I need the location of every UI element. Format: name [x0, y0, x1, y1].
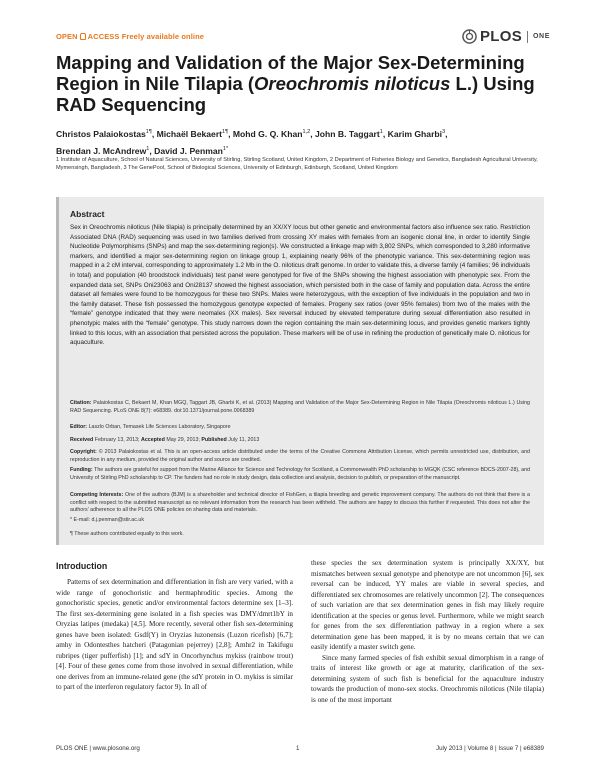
affiliations: 1 Institute of Aquaculture, School of Natural Sciences, University of Stirling, Stirling Scotland, United Kingdom, 2 Department of Fisheries Biology and Genetics, Bangladesh Agricultural University, Mymensingh, Bangladesh, 3 The GenePool, School of Biological Sciences, University of Edinburgh, Edinburgh, Scotland, United Kingdom: [56, 157, 538, 172]
footer-journal: PLOS ONE | www.plosone.org: [56, 745, 140, 752]
citation: [56, 400, 544, 415]
author-name: David J. Penman: [154, 145, 223, 156]
author-affiliation-marker: 1*: [222, 145, 229, 152]
footer-page-number: 1: [296, 745, 300, 752]
author-affiliation-marker: 1¶: [145, 129, 152, 135]
body-paragraph: Since many farmed species of fish exhibit sexual dimorphism in a range of traits of interest like growth or age at maturity, clarification of the sex-determining system of such fish is beneficial for the aquaculture industry towards the production of mono-sex stocks. Oreochromis niloticus (Nile tilapia) is one of the most important: [311, 653, 544, 704]
open-access-text: ACCESS Freely available online: [87, 32, 205, 41]
open-lock-icon: [80, 33, 86, 40]
article-title: [56, 52, 556, 115]
introduction-heading: Introduction: [56, 561, 108, 571]
author-name: Karim Gharbi: [387, 128, 443, 139]
plos-logo-word: PLOS: [479, 28, 523, 45]
open-access-badge: [56, 32, 204, 41]
funding: [56, 467, 544, 482]
author-affiliation-marker: 3: [442, 129, 446, 135]
editor: [56, 424, 544, 432]
logo-divider: [527, 31, 528, 43]
plos-logo-icon: [462, 29, 477, 44]
author-name: Brendan J. McAndrew: [56, 145, 147, 156]
received-date: February 13, 2013;: [94, 437, 140, 443]
page-header: [56, 28, 550, 50]
page-footer: [56, 745, 544, 757]
author-affiliation-marker: 1,2: [302, 129, 311, 135]
received-label: Received: [70, 437, 94, 443]
author-name: Michaël Bekaert: [156, 128, 223, 139]
author-list: [56, 125, 556, 159]
copyright-label: Copyright:: [70, 449, 97, 455]
published-date: July 11, 2013: [228, 437, 260, 443]
editor-label: Editor:: [70, 424, 88, 430]
author-affiliation-marker: 1¶: [222, 129, 229, 135]
body-column-right: [311, 558, 544, 705]
title-part-1: Mapping and Validation of the Major Sex-Determining Region in Nile Tilapia (: [56, 52, 525, 94]
author-name: Mohd G. Q. Khan: [232, 128, 303, 139]
competing-text: One of the authors (BJM) is a shareholder and technical director of FishGen, a tilapia breeding and genetic improvement company. The authors do not think that there is a conflict with respect to the submitted manuscript as no relevant information from the research has been withheld. The authors are happy to discuss this further if requested. This does not alter the authors’ adherence to all the PLOS ONE policies on sharing data and materials.: [70, 492, 530, 513]
email: * E-mail: d.j.penman@stir.ac.uk: [56, 517, 544, 525]
plos-one-logo: [462, 28, 550, 45]
copyright: [56, 449, 544, 464]
copyright-text: © 2013 Palaiokostas et al. This is an open-access article distributed under the terms of the Creative Commons Attribution License, which permits unrestricted use, distribution, and reproduction in any medium, provided the original author and source are credited.: [70, 449, 530, 463]
body-column-left: Patterns of sex determination and differentiation in fish are very varied, with a wide range of gonochoristic and hermaphroditic species. Among the gonochoristic species, genetic and/or environmental factors determine sex [1–3]. The first sex-determining gene isolated in a fish species was DMY/dmrt1bY in Oryzias latipes (medaka) [4,5]. More recently, several other fish sex-determining genes have been isolated: Gsdf(Y) in Oryzias luzonensis (Luzon ricefish) [6,7]; amhy in Odontesthes hatcheri (Patagonian pejerrey) [2,8]; Amhr2 in Takifugu rubripes (tiger pufferfish) [1]; and sdY in Oncorhynchus mykiss (rainbow trout) [4]. Four of these genes come from those involved in sexual differentiation, while one derives from an immune-related gene (the sdY protein in O. mykiss is similar to part of the interferon regulatory factor 9). In all of: [56, 578, 293, 691]
published-label: Published: [201, 437, 227, 443]
author-line: Brendan J. McAndrew$^1$, David J. Penman$^{1*}$: [56, 145, 229, 156]
abstract-heading: Abstract: [70, 209, 105, 219]
title-species-name: Oreochromis niloticus: [254, 73, 451, 94]
author-line: Christos Palaiokostas$^{1\P}$, Michaël Bekaert$^{1\P}$, Mohd G. Q. Khan$^{1,2}$, John B. Taggart$^1$, Karim Gharbi$^3$,: [56, 128, 448, 139]
editor-text: Laszlo Orban, Temasek Life Sciences Laboratory, Singapore: [88, 424, 231, 430]
footer-issue: July 2013 | Volume 8 | Issue 7 | e68389: [435, 745, 544, 752]
open-access-label: OPEN: [56, 32, 78, 41]
competing-interests: [56, 492, 544, 515]
accepted-date: May 29, 2013;: [166, 437, 200, 443]
author-affiliation-marker: 1: [379, 129, 383, 135]
equal-contribution: ¶ These authors contributed equally to this work.: [56, 531, 544, 539]
abstract-box: [56, 197, 544, 394]
title-part-2: L.) Using RAD Sequencing: [56, 73, 535, 115]
body-paragraph: these species the sex determination system is principally XX/XY, but mismatches between sexual genotype and phenotype are not uncommon [6], sex reversal can be induced, YY males are viable in several species, and differentiated sex chromosomes are relatively uncommon [2]. The consequences of such variation are that sex determination genes in fish may likely require identification at the species or genus level. Furthermore, while we might search for genes from the sex differentiation pathway in a region where a sex determination gene has been mapped, it is by no means certain that we can easily identify a master switch gene.: [311, 559, 544, 651]
plos-logo-suffix: ONE: [533, 33, 550, 40]
competing-label: Competing Interests:: [70, 492, 124, 498]
accepted-label: Accepted: [141, 437, 165, 443]
dates: [56, 437, 544, 445]
citation-label: Citation:: [70, 400, 92, 406]
funding-text: The authors are grateful for support from the Marine Alliance for Science and Technology for Scotland, a Commonwealth PhD scholarship to MGQK (CSC reference BDCS-2007-28), and University of Stirling PhD scholarship to CP. The funders had no role in study design, data collection and analysis, decision to publish, or preparation of the manuscript.: [70, 467, 530, 481]
author-name: Christos Palaiokostas: [56, 128, 146, 139]
citation-text: Palaiokostas C, Bekaert M, Khan MGQ, Taggart JB, Gharbi K, et al. (2013) Mapping and Validation of the Major Sex-Determining Region in Nile Tilapia (Oreochromis niloticus L.) Using RAD Sequencing. PLoS ONE 8(7): e68389. doi:10.1371/journal.pone.0068389: [70, 400, 530, 414]
funding-label: Funding:: [70, 467, 93, 473]
abstract-text: Sex in Oreochromis niloticus (Nile tilapia) is principally determined by an XX/XY locus but other genetic and environmental factors also influence sex ratio. Restriction Associated DNA (RAD) sequencing was used in two families derived from crossing XY males with females from an isogenic clonal line, in order to identify Single Nucleotide Polymorphisms (SNPs) and map the sex-determining region(s). We constructed a linkage map with 3,802 SNPs, which corresponded to 3,280 informative markers, and identified a major sex-determining region on linkage group 1, explaining nearly 96% of the phenotypic variance. This sex-determining region was mapped in a 2 cM interval, corresponding to approximately 1.2 Mb in the O. niloticus draft genome. In order to validate this, a diverse family (4 families; 96 individuals in total) and population (40 broodstock individuals) test panel were genotyped for five of the SNPs showing the highest association with phenotypic sex. From the expanded data set, SNPs Oni23063 and Oni28137 showed the highest association, which persisted both in the case of family and population data. Across the entire dataset all females were found to be homozygous for these two SNPs. Males were heterozygous, with the exception of five individuals in the population and two in the family dataset. These fish possessed the homozygous genotype expected of females. Progeny sex ratios (over 95% females) from two of the males with the “female” genotype indicated that they were neomales (XX males). Sex reversal induced by elevated temperature during sexual differentiation also resulted in phenotypic males with the “female” genotype. This study narrows down the region containing the main sex-determining locus, and provides genetic markers tightly linked to this locus, with an association that persisted across the population. These markers will be of use in refining the production of genetically male O. niloticus for aquaculture.: [70, 224, 530, 347]
author-affiliation-marker: 1: [146, 145, 150, 152]
author-name: John B. Taggart: [314, 128, 380, 139]
